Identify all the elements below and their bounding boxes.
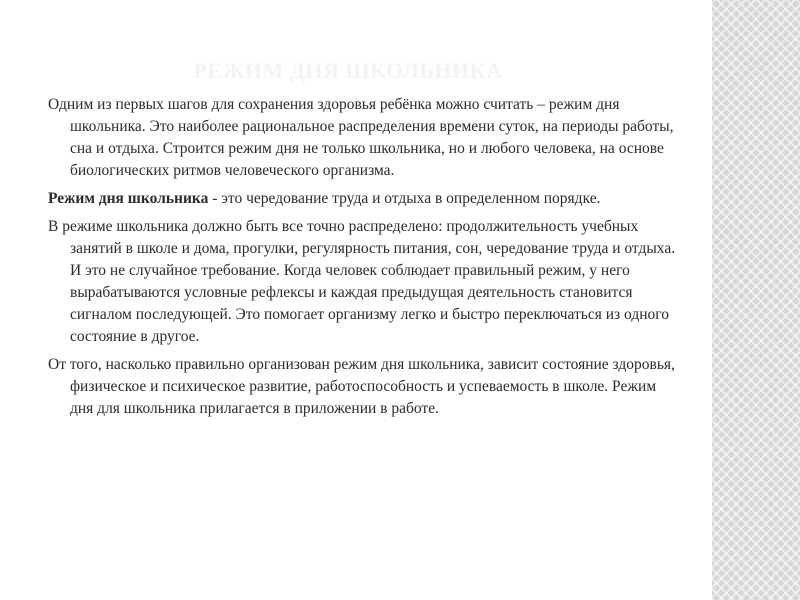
slide-title: РЕЖИМ ДНЯ ШКОЛЬНИКА [193,58,503,83]
slide-body [48,94,678,426]
paragraph-intro [48,94,678,182]
paragraph-intro-text: Одним из первых шагов для сохранения здоровья ребёнка можно считать – режим дня школьника. Это наиболее рациональное распределения времени суток, на периоды работы, сна и отдыха. Строится режим дня не только школьника, но и любого человека, на основе биологических ритмов человеческого организма. [48,96,674,179]
paragraph-conclusion [48,354,678,420]
paragraph-definition [48,188,678,210]
decorative-side-band [712,0,800,600]
paragraph-distribution [48,216,678,348]
paragraph-distribution-text: В режиме школьника должно быть все точно распределено: продолжительность учебных занятий в школе и дома, прогулки, регулярность питания, сон, чередование труда и отдыха. И это не случайное требование. Когда человек соблюдает правильный режим, у него вырабатываются условные рефлексы и каждая предыдущая деятельность становится сигналом последующей. Это помогает организму легко и быстро переключаться из одного состояние в другое. [48,218,676,345]
paragraph-conclusion-text: От того, насколько правильно организован режим дня школьника, зависит состояние здоровья, физическое и психическое развитие, работоспособность и успеваемость в школе. Режим дня для школьника прилагается в приложении в работе. [48,356,675,417]
definition-term: Режим дня школьника [48,190,209,207]
paragraph-definition-text: - это чередование труда и отдыха в определенном порядке. [208,190,601,207]
